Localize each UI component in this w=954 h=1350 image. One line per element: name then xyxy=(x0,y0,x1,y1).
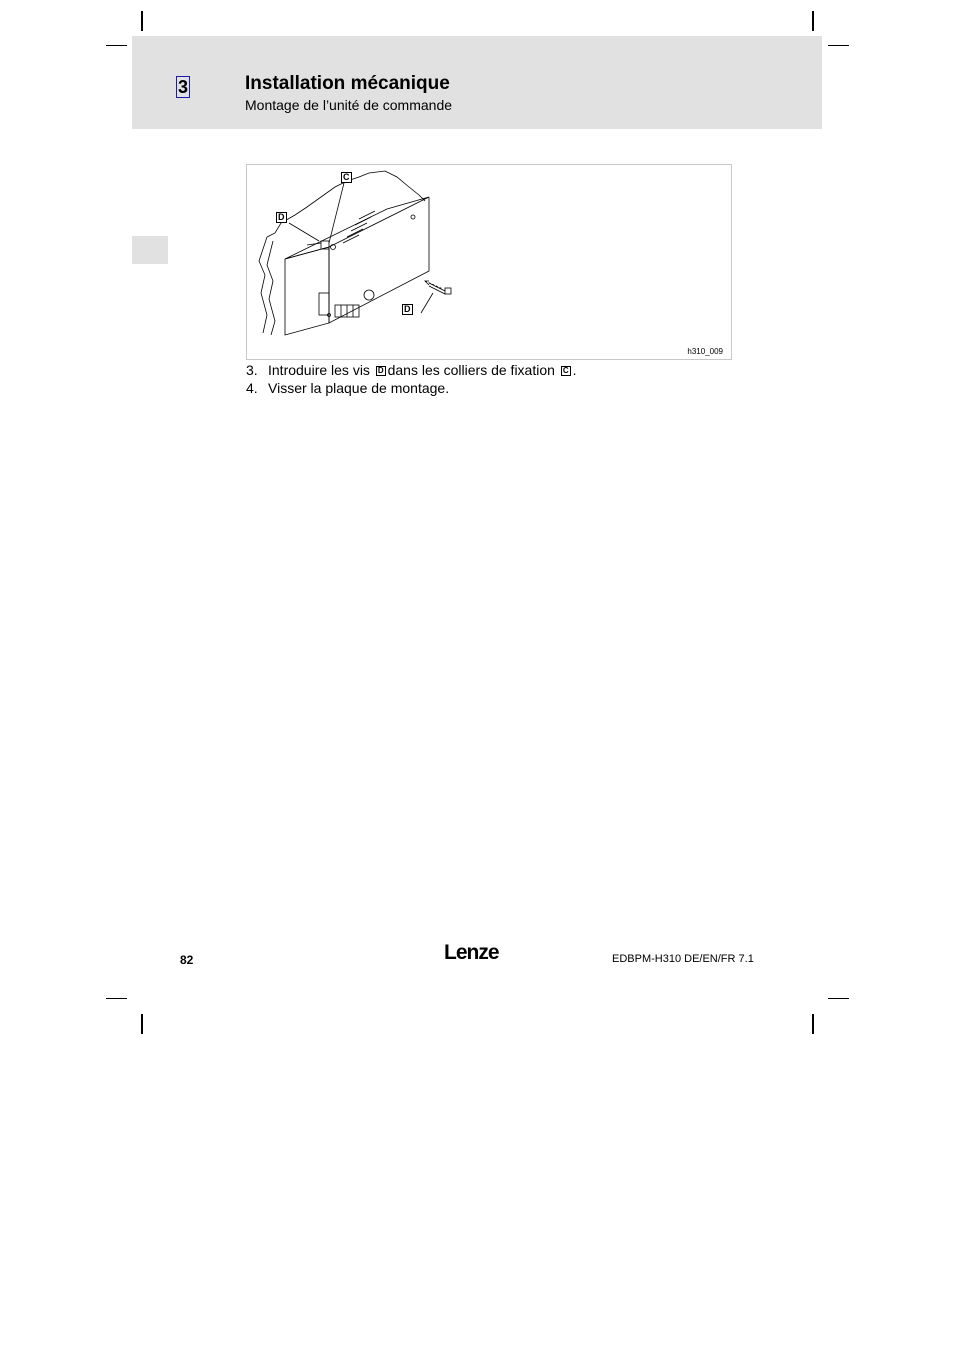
mounting-figure xyxy=(246,164,732,360)
crop-mark xyxy=(812,11,814,31)
step-number: 4. xyxy=(246,380,258,396)
document-code: EDBPM-H310 DE/EN/FR 7.1 xyxy=(612,953,754,965)
crop-mark xyxy=(812,1014,814,1034)
callout-d-bottom: D xyxy=(404,304,411,314)
figure-reference: h310_009 xyxy=(687,347,723,356)
page-number: 82 xyxy=(180,953,194,967)
callout-d-top: D xyxy=(278,212,285,222)
mounting-illustration xyxy=(247,165,733,361)
device-side xyxy=(329,197,429,323)
chapter-side-tab xyxy=(132,236,168,264)
key-c: C xyxy=(562,366,569,375)
screw-icon xyxy=(425,281,451,294)
header-band xyxy=(132,36,822,129)
crop-mark xyxy=(106,45,127,46)
crop-mark xyxy=(141,1014,143,1034)
crop-mark xyxy=(141,11,143,31)
crop-mark xyxy=(106,998,127,999)
crop-mark xyxy=(828,998,849,999)
step-text-part: . xyxy=(572,362,577,378)
step-number: 3. xyxy=(246,362,258,378)
lenze-logo: Lenze xyxy=(444,941,499,964)
step-text xyxy=(268,362,576,378)
step-text: Visser la plaque de montage. xyxy=(268,380,450,396)
crop-mark xyxy=(828,45,849,46)
step-text-part: Introduire les vis xyxy=(268,362,370,378)
device-front-face xyxy=(285,247,329,335)
chapter-number: 3 xyxy=(177,77,188,97)
page-title: Installation mécanique xyxy=(245,73,450,94)
callout-c: C xyxy=(343,172,350,182)
key-d: D xyxy=(377,366,384,375)
page-subtitle: Montage de l’unité de commande xyxy=(245,97,453,113)
potentiometer xyxy=(364,290,374,300)
terminal-block xyxy=(319,293,329,315)
step-text-part: dans les colliers de fixation xyxy=(387,362,555,378)
